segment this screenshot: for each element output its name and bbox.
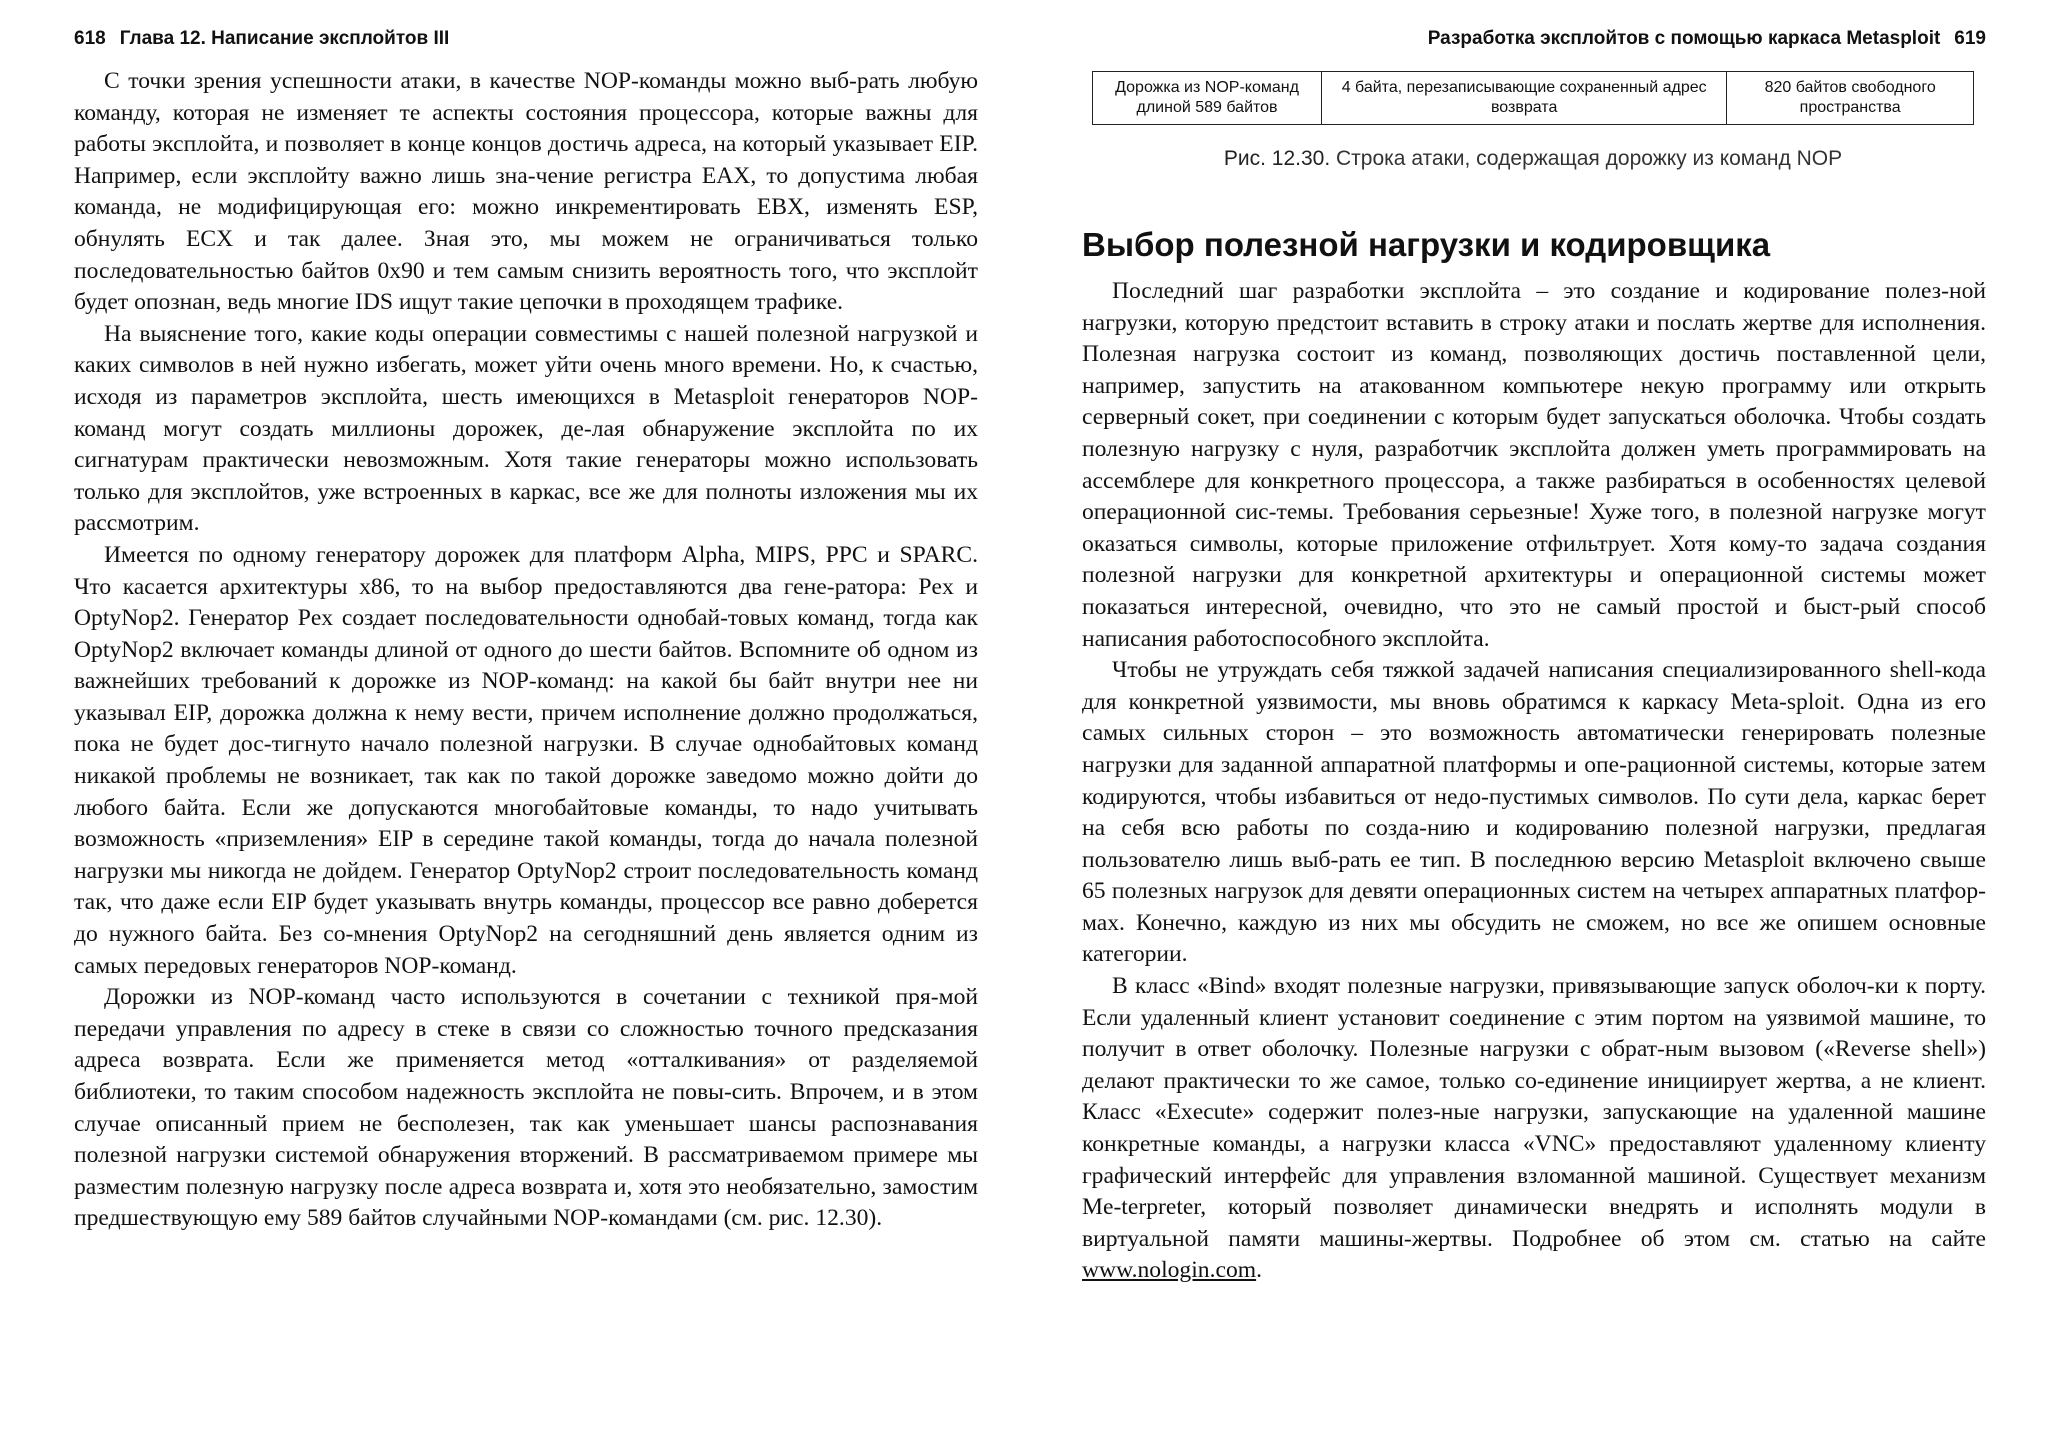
page-number: 618 — [74, 28, 106, 49]
attack-string-diagram — [1092, 71, 1974, 125]
nologin-link[interactable]: www.nologin.com — [1082, 1257, 1257, 1284]
section-title: Выбор полезной нагрузки и кодировщика — [1082, 226, 1771, 263]
figure-caption-label: Рис. 12.30. — [1223, 147, 1331, 170]
paragraph-end: . — [1256, 1257, 1263, 1284]
paragraph: Имеется по одному генератору дорожек для платформ Alpha, MIPS, PPC и SPARC. Что касается архитектуры x86, то на выбор предоставляются два гене-ратора: Pex и OptyNop2. Генератор Pex создает последовательности однобай-товых команд, тогда как OptyNop2 включает команды длиной от одного до шести байтов. Вспомните об одном из важнейших требований к дорожке из NOP-команд: на какой бы байт внутри нее ни указывал EIP, дорожка должна к нему вести, причем исполнение должно продолжаться, пока не будет дос-тигнуто начало полезной нагрузки. В случае однобайтовых команд никакой проблемы не возникает, так как по такой дорожке заведомо можно дойти до любого байта. Если же допускаются многобайтовые команды, то надо учитывать возможность «приземления» EIP в середине такой команды, тогда до начала полезной нагрузки мы никогда не дойдем. Генератор OptyNop2 строит последовательность команд так, что даже если EIP будет указывать внутрь команды, процессор все равно доберется до нужного байта. Без со-мнения OptyNop2 на сегодняшний день является одним из самых передовых генераторов NOP-команд. — [74, 541, 978, 979]
paragraph: Дорожки из NOP-команд часто используются в сочетании с техникой пря-мой передачи управления по адресу в стеке в связи со сложностью точного предсказания адреса возврата. Если же применяется метод «отталкивания» от разделяемой библиотеки, то таким способом надежность эксплойта не повы-сить. Впрочем, и в этом случае описанный прием не бесполезен, так как уменьшает шансы распознавания полезной нагрузки системой обнаружения вторжений. В рассматриваемом примере мы разместим полезную нагрузку после адреса возврата и, хотя это необязательно, замостим предшествующую ему 589 байтов случайными NOP-командами (см. рис. 12.30). — [74, 984, 978, 1232]
paragraph: Чтобы не утруждать себя тяжкой задачей написания специализированного shell-кода для конкретной уязвимости, мы вновь обратимся к каркасу Meta-sploit. Одна из его самых сильных сторон – это возможность автоматически генерировать полезные нагрузки для заданной аппаратной платформы и опе-рационной системы, которые затем кодируются, чтобы избавиться от недо-пустимых символов. По сути дела, каркас берет на себя всю работы по созда-нию и кодированию полезной нагрузки, предлагая пользователю лишь выб-рать ее тип. В последнюю версию Metasploit включено свыше 65 полезных нагрузок для девяти операционных систем на четырех аппаратных платфор-мах. Конечно, каждую из них мы обсудить не сможем, но все же опишем основные категории. — [1082, 657, 1986, 968]
page-number: 619 — [1954, 28, 1986, 49]
section-running-title: Разработка эксплойтов с помощью каркаса Metasploit — [1427, 28, 1941, 49]
figure-caption-text: Строка атаки, содержащая дорожку из команд NOP — [1336, 147, 1843, 170]
right-body-text — [1082, 276, 1986, 1287]
paragraph-with-link — [1082, 971, 1986, 1287]
figure-caption — [1092, 147, 1974, 171]
paragraph: Последний шаг разработки эксплойта – это создание и кодирование полез-ной нагрузки, которую предстоит вставить в строку атаки и послать жертве для исполнения. Полезная нагрузка состоит из команд, позволяющих достичь поставленной цели, например, запустить на атакованном компьютере некую программу или открыть серверный сокет, при соединении с которым будет запускаться оболочка. Чтобы создать полезную нагрузку с нуля, разработчик эксплойта должен уметь программировать на ассемблере для конкретного процессора, а также разбираться в особенностях целевой операционной сис-темы. Требования серьезные! Хуже того, в полезной нагрузке могут оказаться символы, которые приложение отфильтрует. Хотя кому-то задача создания полезной нагрузки для конкретной архитектуры и операционной системы может показаться интересной, очевидно, что это не самый простой и быст-рый способ написания работоспособного эксплойта. — [1082, 278, 1986, 652]
return-address-cell: 4 байта, перезаписывающие сохраненный адрес возврата — [1322, 72, 1727, 125]
left-body-text — [74, 66, 978, 1235]
right-running-head — [1082, 28, 1986, 50]
nop-sled-cell: Дорожка из NOP-команд длиной 589 байтов — [1093, 72, 1322, 125]
paragraph: На выяснение того, какие коды операции совместимы с нашей полезной нагрузкой и каких символов в ней нужно избегать, может уйти очень много времени. Но, к счастью, исходя из параметров эксплойта, шесть имеющихся в Metasploit генераторов NOP-команд могут создать миллионы дорожек, де-лая обнаружение эксплойта по их сигнатурам практически невозможным. Хотя такие генераторы можно использовать только для эксплойтов, уже встроенных в каркас, все же для полноты изложения мы их рассмотрим. — [74, 320, 978, 537]
paragraph: С точки зрения успешности атаки, в качестве NOP-команды можно выб-рать любую команду, которая не изменяет те аспекты состояния процессора, которые важны для работы эксплойта, и позволяет в конце концов достичь адреса, на который указывает EIP. Например, если эксплойту важно лишь зна-чение регистра EAX, то допустима любая команда, не модифицирующая его: можно инкрементировать EBX, изменять ESP, обнулять ECX и так далее. Зная это, мы можем не ограничиваться только последовательностью байтов 0x90 и тем самым снизить вероятность того, что эксплойт будет опознан, ведь многие IDS ищут такие цепочки в проходящем трафике. — [74, 68, 978, 316]
free-space-cell: 820 байтов свободного пространства — [1727, 72, 1974, 125]
figure-12-30 — [1092, 71, 1974, 171]
paragraph-text: В класс «Bind» входят полезные нагрузки, привязывающие запуск оболоч-ки к порту. Если удаленный клиент установит соединение с этим портом на уязвимой машине, то получит в ответ оболочку. Полезные нагрузки с обрат-ным вызовом («Reverse shell») делают практически то же самое, только со-единение инициирует жертва, а не клиент. Класс «Execute» содержит полез-ные нагрузки, запускающие на удаленной машине конкретные команды, а нагрузки класса «VNC» предоставляют удаленному клиенту графический интерфейс для управления взломанной машиной. Существует механизм Me-terpreter, который позволяет динамически внедрять и исполнять модули в виртуальной памяти машины-жертвы. Подробнее об этом см. статью на сайте — [1082, 973, 1986, 1252]
left-running-head — [74, 28, 978, 50]
chapter-title: Глава 12. Написание эксплойтов III — [119, 28, 450, 49]
